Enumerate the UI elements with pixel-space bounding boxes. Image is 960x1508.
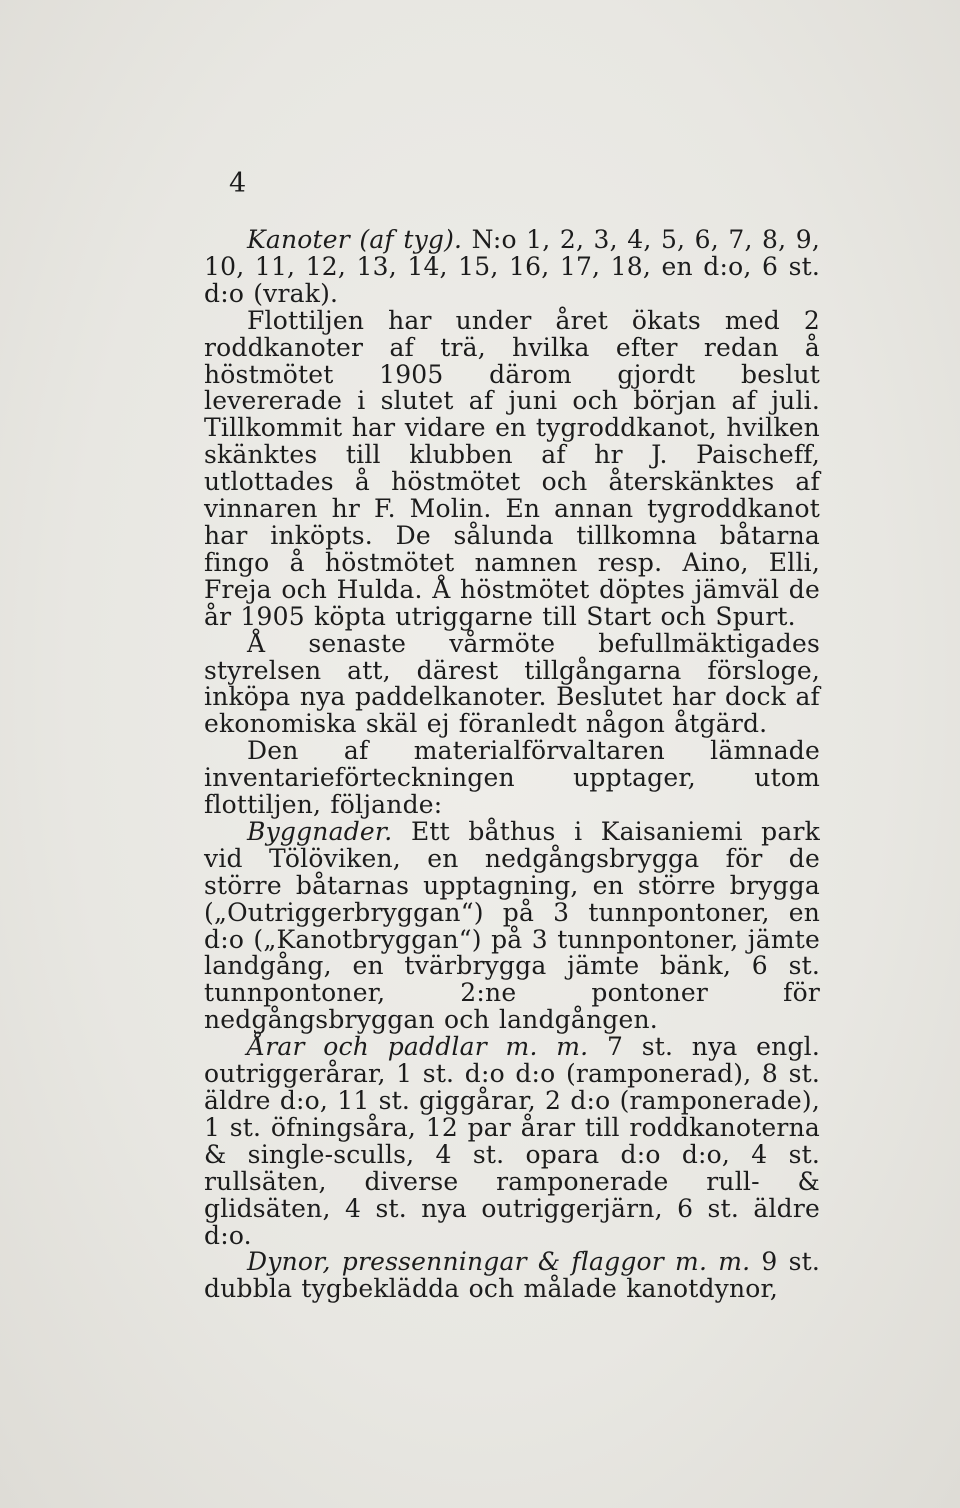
paragraph-text: Den af materialförvaltaren lämnade inventarieförteckningen upptager, utom flottiljen, följande: <box>204 736 820 820</box>
paragraph-text: Ett båthus i Kaisaniemi park vid Tölöviken, en nedgångsbrygga för de större båtarnas upptagning, en större brygga („Outriggerbryggan“) på 3 tunnpontoner, en d:o („Kanotbryggan“) på 3 tunnpontoner, jämte landgång, en tvärbrygga jämte bänk, 6 st. tunnpontoner, 2:ne pontoner för nedgångsbryggan och landgången. <box>204 816 820 1035</box>
paragraph-text: N:o 1, 2, 3, 4, 5, 6, 7, 8, 9, 10, 11, 12, 13, 14, 15, 16, 17, 18, en d:o, 6 st. d:o (vrak). <box>204 225 820 308</box>
paragraph-arar <box>204 1034 820 1249</box>
paragraph-text: 9 st. dubbla tygbeklädda och målade kanotdynor, <box>204 1247 820 1304</box>
paragraph-text: Flottiljen har under året ökats med 2 roddkanoter af trä, hvilka efter redan å höstmötet 1905 därom gjordt beslut levererade i slutet af juni och början af juli. Tillkommit har vidare en tygroddkanot, hvilken skänktes till klubben af hr J. Paischeff, utlottades å höstmötet och återskänktes af vinnaren hr F. Molin. En annan tygroddkanot har inköpts. De sålunda tillkomna båtarna fingo å höstmötet namnen resp. Aino, Elli, Freja och Hulda. Å höstmötet döptes jämväl de år 1905 köpta utriggarne till Start och Spurt. <box>204 305 820 631</box>
paragraph-lead: Byggnader. <box>247 816 393 846</box>
paragraph-flottiljen <box>204 305 820 631</box>
paragraph-lead: Årar och paddlar m. m. <box>247 1032 589 1062</box>
paragraph-lead: Dynor, pressenningar & flaggor m. m. <box>247 1247 751 1277</box>
paragraph-text: Å senaste vårmöte befullmäktigades styrelsen att, därest tillgångarna försloge, inköpa nya paddelkanoter. Beslutet har dock af ekonomiska skäl ej föranledt någon åtgärd. <box>204 628 820 739</box>
body-text <box>204 227 820 1303</box>
paragraph-lead: Kanoter (af tyg). <box>247 225 463 254</box>
paragraph-inventarie <box>204 738 820 819</box>
paragraph-kanoter <box>204 227 820 308</box>
paragraph-varmote <box>204 628 820 739</box>
paragraph-text: 7 st. nya engl. outriggerårar, 1 st. d:o d:o (ramponerad), 8 st. äldre d:o, 11 st. giggårar, 2 d:o (ramponerade), 1 st. öfningsåra, 12 par årar till roddkanoterna & single-sculls, 4 st. opara d:o d:o, 4 st. rullsäten, diverse ramponerade rull- & glidsäten, 4 st. nya outriggerjärn, 6 st. äldre d:o. <box>204 1032 820 1250</box>
page-number: 4 <box>229 168 247 199</box>
paragraph-byggnader <box>204 816 820 1035</box>
paragraph-dynor <box>204 1249 820 1303</box>
